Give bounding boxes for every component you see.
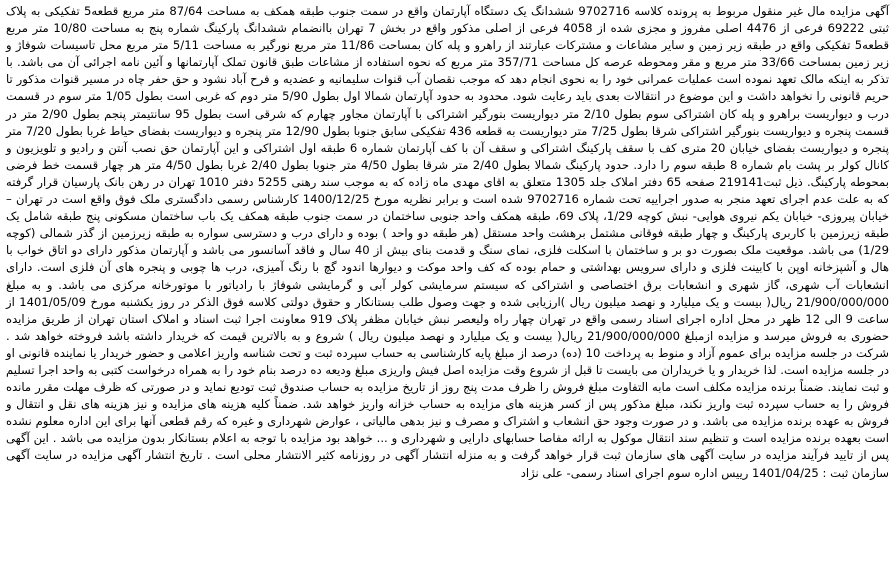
auction-notice-text: آگهی مزایده مال غیر منقول مربوط به پرونده کلاسه 9702716 ششدانگ یک دستگاه آپارتمان واقع در سمت جنوب طبقه همکف به مساحت 87/64 متر مربع قطعه5 تفکیکی به پلاک ثبتی 69222 فرعی از 4476 اصلی مفروز و مجزی شده از 4058 فرعی از اصلی مذکور واقع در بخش 7 تهران باانضمام ششدانگ پارکینگ شماره پنج به مساحت 10/80 متر مربع قطعه5 تفکیکی واقع در طبقه زیر زمین و سایر مشاعات و مشترکات عبارتند از راهرو و پله کان بمساحت 11/86 متر مربع نورگیر به مساحت 5/11 متر مربع محل تاسیسات شوفاژ و زیر زمین بمساحت 33/66 متر مربع و مقر ومحوطه عرصه کل مساحت 357/71 متر مربع که نحوه استفاده از مشاعات طبق قانون تملک آپارتمانها و آئین نامه اجرائی آن می باشد. با تذکر به اینکه مالک تعهد نموده است عملیات عمرانی خود را به نحوی انجام دهد که موجب نقصان آب قنوات سلیمانیه و عضدیه و فرح آباد نشود و حق حفر چاه در مسیر قنوات مذکور تا حریم قانونی را نخواهد داشت و این موضوع در انتقالات بعدی باید رعایت شود. محدود به حدود آپارتمان شمالا اول بطول 5/90 متر دوم که غربی است بطول 1/05 متر سوم در قسمت درب و دیواریست براهرو و پله کان اشتراکی سوم بطول 2/10 متر دیواریست بنورگیر اشتراکی با آپارتمان مجاور چهارم که شرقی است بطول 95 سانتیمتر پنجم بطول 2/90 متر در قسمت پنجره و دیواریست بنورگیر اشتراکی شرقا بطول 7/25 متر دیواریست به قطعه 436 تفکیکی سابق جنوبا بطول 12/90 متر پنجره و دیواریست بفضای حیاط غربا بطول 7/20 متر پنجره و دیواریست بفضای خیابان 20 متری کف با سقف پارکینگ اشتراکی و سقف آن با کف آپارتمان شماره 6 طبقه اول اشتراکی و این آپارتمان حق نصب آنتن و رادیو و تلویزیون و کانال کولر بر پشت بام شماره 8 طبقه سوم را دارد. حدود پارکینگ شمالا بطول 2/40 متر شرقا بطول 4/50 متر جنوبا بطول 2/40 غربا بطول 4/50 متر هر چهار قسمت خط فرضی بمحوطه پارکینگ. ذیل ثبت219141 صفحه 65 دفتر املاک جلد 1305 متعلق به اقای مهدی ماه زاده که به موجب سند رهنی 5255 دفتر 1010 تهران در رهن بانک پارسیان قرار گرفته که به علت عدم اجرای تعهد منجر به صدور اجراییه تحت شماره 9702716 شده است و برابر نظریه مورخ 1400/12/25 کارشناس رسمی دادگستری ملک فوق واقع است در تهران – خیابان پیروزی- خیابان یکم نیروی هوایی- نبش کوچه 1/29، پلاک 69، طبقه همکف واحد جنوبی ساختمان در سمت جنوب طبقه همکف یک باب ساختمان مسکونی پنج طبقه شامل یک طبقه زیرزمین با کاربری پارکینگ و چهار طبقه فوقانی مشتمل برهشت واحد مستقل (هر طبقه دو واحد ) بوده و دارای درب و دسترسی سواره به طبقه زیرزمین از گذر شمالی (کوچه 1/29) می باشد. موقعیت ملک بصورت دو بر و ساختمان با اسکلت فلزی، نمای سنگ و قدمت بنای بیش از 40 سال و فاقد آسانسور می باشد و آپارتمان مذکور دارای دو اتاق خواب با هال و آشپزخانه اوپن با کابینت فلزی و دارای سرویس بهداشتی و حمام بوده که کف واحد موکت و دیوارها اندود گچ با رنگ آمیزی، درب ها چوبی و پنجره های آن فلزی است. دارای انشعابات آب شهری، گاز شهری و انشعابات برق اختصاصی و اشتراکی که سیستم سرمایشی کولر آبی و گرمایشی شوفاژ با رادیاتور با موتورخانه مرکزی می باشد. و به مبلغ 21/900/000/000 ریال( بیست و یک میلیارد و نهصد میلیون ریال )ارزیابی شده و جهت وصول طلب بستانکار و حقوق دولتی کلاسه فوق الذکر در روز یکشنبه مورخ 1401/05/09 از ساعت 9 الی 12 ظهر در محل اداره اجرای اسناد رسمی واقع در تهران چهار راه ولیعصر نبش خیابان مظفر پلاک 919 معاونت اجرا ثبت اسناد و املاک استان تهران از طریق مزایده حضوری به فروش میرسد و مزایده ازمبلغ 21/900/000/000 ریال( بیست و یک میلیارد و نهصد میلیون ریال ) شروع و به بالاترین قیمت که خریدار داشته باشد فروخته خواهد شد . شرکت در جلسه مزایده برای عموم آزاد و منوط به پرداخت 10 (ده) درصد از مبلغ پایه کارشناسی به حساب سپرده ثبت و تحت شناسه واریز اعلامی و حضور خریدار یا نماینده قانونی او در جلسه مزایده است. لذا خریدار و یا خریداران می بایست تا قبل از شروع وقت مزایده اصل فیش واریزی مبلغ ودیعه ده درصد بنام خود را به همراه درخواست کتبی به واحد اجرا تسلیم و ثبت نمایند. ضمناً برنده مزایده مکلف است مابه التفاوت مبلغ فروش را ظرف مدت پنج روز از تاریخ مزایده به حساب صندوق ثبت تودیع نماید و در صورتی که ظرف مهلت مقرر مانده فروش را به حساب سپرده ثبت واریز نکند، مبلغ مذکور پس از کسر هزینه های مزایده به حساب خزانه واریز خواهد شد. ضمناً کلیه هزینه های مزایده و نیز هزینه های نقل و انتقال و فروش به عهده برنده مزایده می باشد. و در صورت وجود حق انشعاب و اشتراک و مصرف و نیز بدهی مالیاتی ، عوارض شهرداری و غیره که رقم قطعی آنها برای این اداره معلوم نشده است بعهده برنده مزایده است و تنظیم سند انتقال موکول به ارائه مفاصا حسابهای دارایی و شهرداری و ... خواهد بود مزایده با توجه به اعلام بستانکار بدون مزایده می باشد . این آگهی پس از تایید فرآیند مزایده در سایت آگهی های سازمان ثبت قرار خواهد گرفت و به منزله انتشار آگهی در روزنامه کثیر الانتشار محلی است . تاریخ انتشار آگهی مزایده در سایت آگهی سازمان ثبت : 1401/04/25 رییس اداره سوم اجرای اسناد رسمی- علی نژاد — [6, 4, 890, 480]
